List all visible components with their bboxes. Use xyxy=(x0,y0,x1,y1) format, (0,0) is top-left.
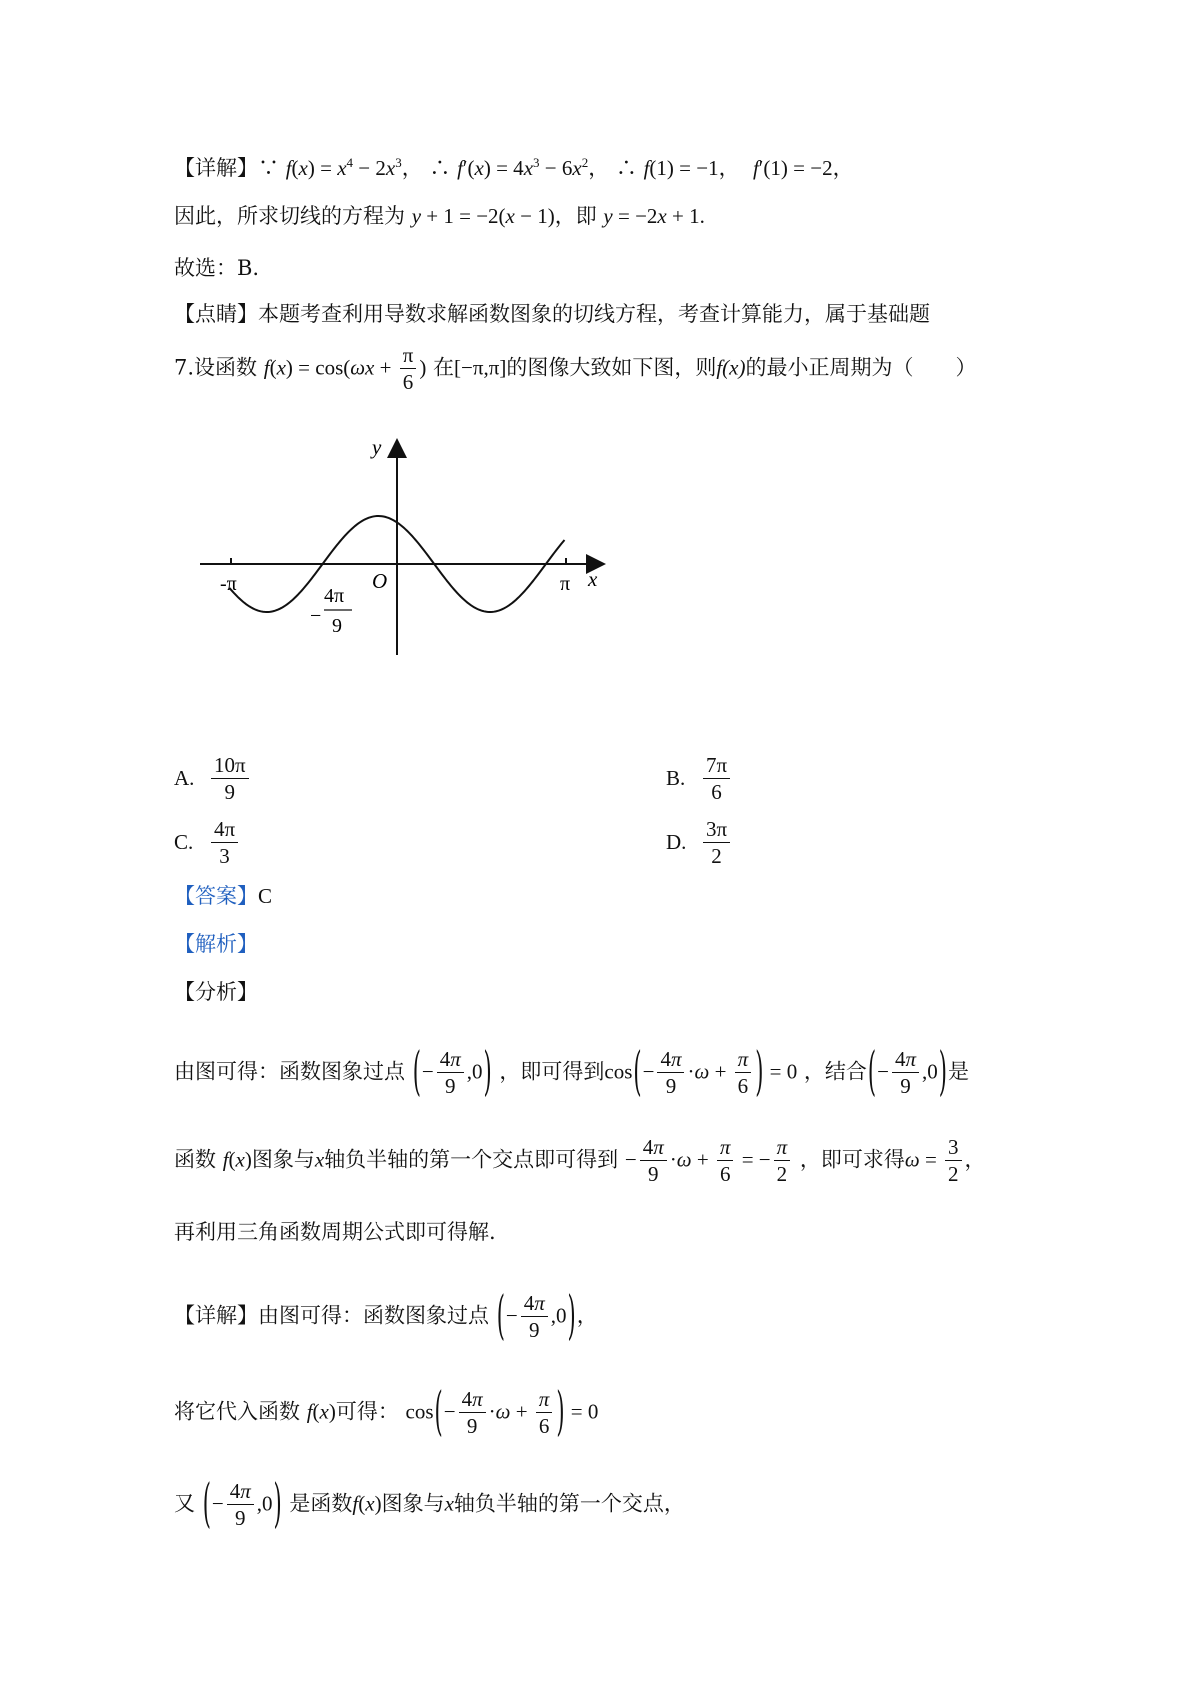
analysis-tag: 【解析】 xyxy=(174,932,258,956)
answer-tag: 【答案】 xyxy=(174,884,258,908)
neg-pi-label: -π xyxy=(220,573,237,595)
detail-line-2: 将它代入函数 f(x)可得： cos(− $\frac{4\pi}{9}$ ·ω + $\frac{\pi}{6}$ ) = 0 xyxy=(174,1381,599,1442)
question-7: 7.设函数 f(x) = cos(ωx + $\frac{\pi}{6}$ ) 在[−π,π]的图像大致如下图，则f(x)的最小正周期为（ ） xyxy=(174,343,977,395)
fenxi-tag: 【分析】 xyxy=(174,980,258,1004)
analysis-line-2: 函数 f(x)图象与x轴负半轴的第一个交点即可得到 − $\frac{4\pi}{9}$ ·ω + $\frac{\pi}{6}$ = − $\frac{\pi}{2}$ ，即可求得ω = $\frac{3}{2}$ ， xyxy=(174,1135,986,1187)
option-c[interactable]: C. $\frac{4\pi}{3}$ xyxy=(174,816,241,870)
comment-line: 【点睛】本题考查利用导数求解函数图象的切线方程，考查计算能力，属于基础题 xyxy=(174,302,930,326)
x-axis-label: x xyxy=(588,567,598,591)
y-axis-label: y xyxy=(372,435,382,459)
detail-line-3: 又 (− $\frac{4\pi}{9}$ ,0) 是函数f(x)图象与x轴负半轴的第一个交点， xyxy=(174,1473,685,1534)
cosine-graph xyxy=(200,430,660,690)
pi-label: π xyxy=(560,573,571,595)
option-d[interactable]: D. $\frac{3\pi}{2}$ xyxy=(666,816,733,870)
analysis-line-3: 再利用三角函数周期公式即可得解. xyxy=(174,1220,496,1244)
answer-line xyxy=(174,886,272,907)
because-symbol: ∵ xyxy=(258,156,279,180)
therefore-symbol-2: ∴ xyxy=(615,156,637,180)
detail-line-1: 【详解】由图可得：函数图象过点 (− $\frac{4\pi}{9}$ ,0)， xyxy=(174,1285,598,1346)
choice-line: 故选：B. xyxy=(174,256,260,280)
zero-label-minus: − xyxy=(310,605,322,627)
answer-value: C xyxy=(258,884,273,908)
detail-tag: 【详解】 xyxy=(174,156,258,180)
therefore-symbol-1: ∴ xyxy=(429,156,451,180)
option-b[interactable]: B. $\frac{7\pi}{6}$ xyxy=(666,752,733,806)
option-a[interactable]: A. $\frac{10\pi}{9}$ xyxy=(174,752,252,806)
zero-label-den: 9 xyxy=(332,615,342,637)
origin-label: O xyxy=(372,569,388,593)
analysis-line-1: 由图可得：函数图象过点 (− $\frac{4\pi}{9}$ ,0) ，即可得到cos(− $\frac{4\pi}{9}$ ·ω + $\frac{\pi}{6}$ ) = 0 ，结合(− $\frac{4\pi}{9}$ ,0)是 xyxy=(174,1041,969,1102)
zero-label-num: 4π xyxy=(324,585,345,607)
detail-line-derivative: 【详解】∵ $f(x) = x^4 - 2x^3$， ∴ $f'(x) = 4x^3 - 6x^2$， ∴ f(1) = −1， f′(1) = −2， xyxy=(174,155,854,180)
tangent-line-result: 因此，所求切线的方程为 y + 1 = −2(x − 1)，即 y = −2x + 1. xyxy=(174,204,705,228)
